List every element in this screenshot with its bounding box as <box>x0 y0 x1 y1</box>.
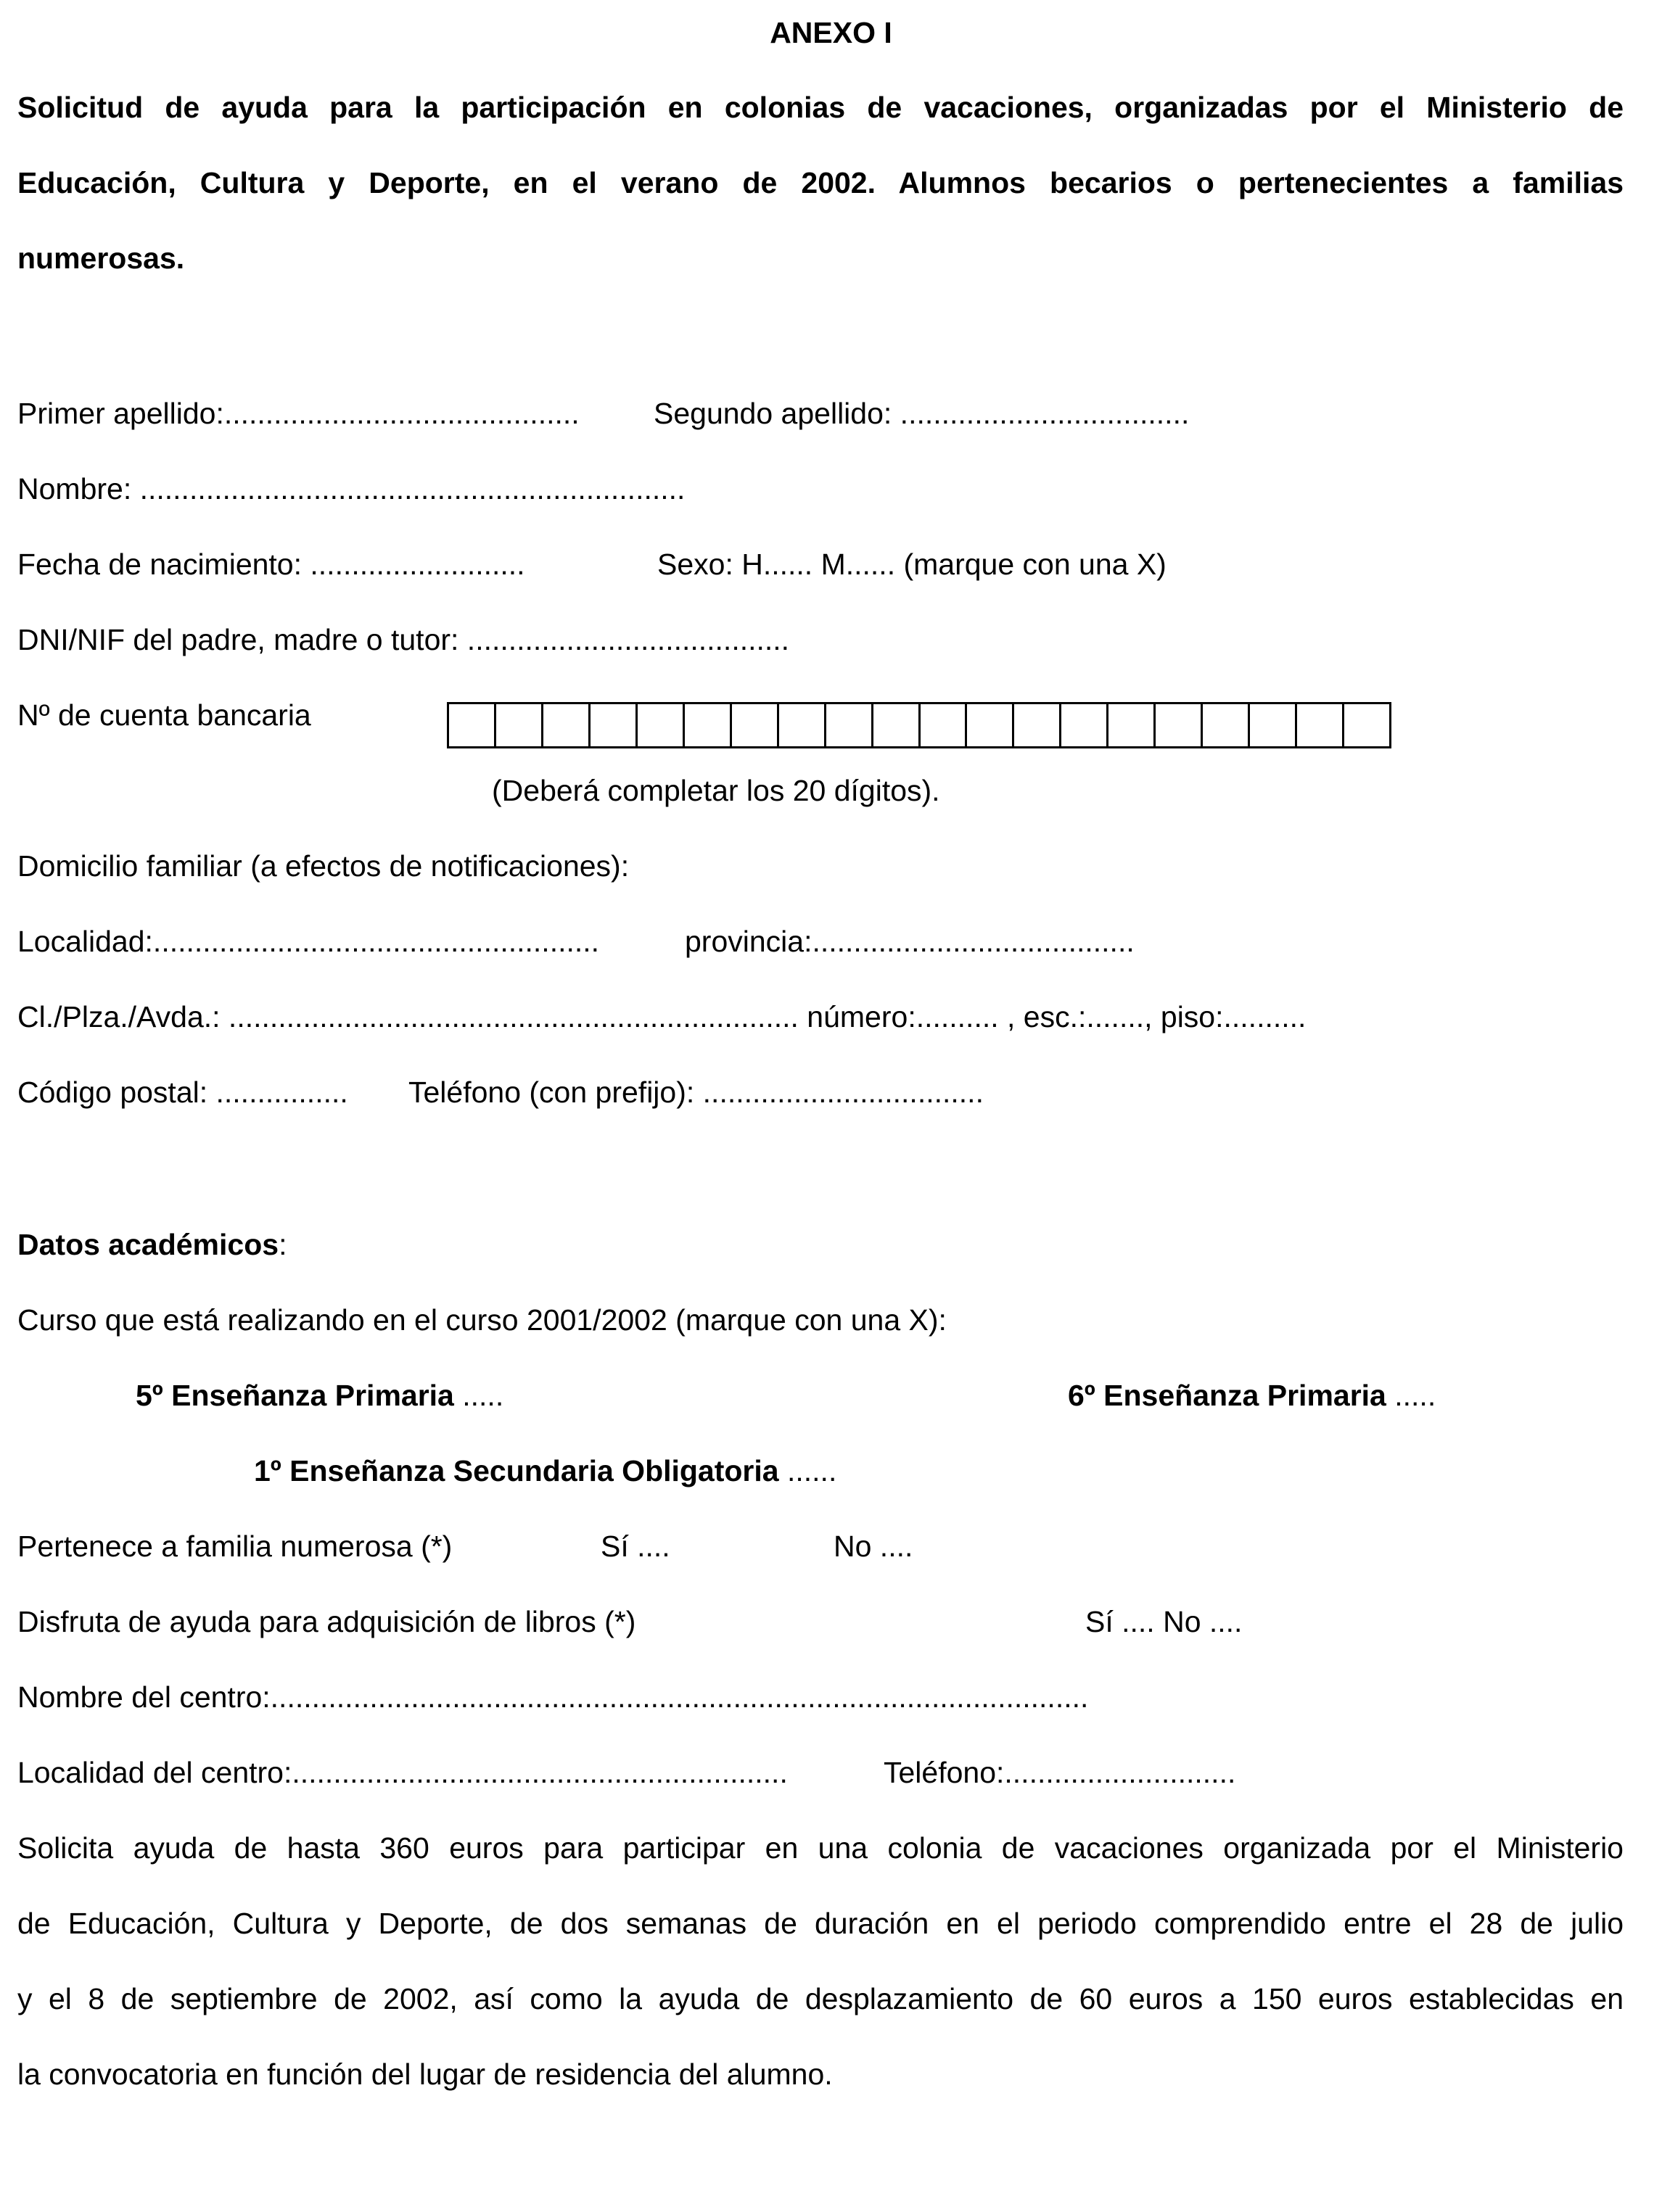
first-surname-field[interactable]: Primer apellido:........................................... <box>17 397 580 430</box>
option-6-dots: ..... <box>1386 1379 1436 1412</box>
bank-digit-box[interactable] <box>449 704 496 746</box>
option-6-primaria[interactable] <box>1068 1381 1436 1411</box>
bank-digit-box[interactable] <box>1108 704 1156 746</box>
locality-field[interactable]: Localidad:...................................................... <box>17 925 600 958</box>
request-line-3: y el 8 de septiembre de 2002, así como la ayuda de desplazamiento de 60 euros a 150 euros establecidas en <box>17 1982 1624 2015</box>
bank-digit-box[interactable] <box>967 704 1014 746</box>
option-1-eso[interactable] <box>254 1456 836 1486</box>
bank-digit-box[interactable] <box>921 704 968 746</box>
bank-digit-box[interactable] <box>685 704 732 746</box>
bank-digit-box[interactable] <box>732 704 779 746</box>
bank-digit-box[interactable] <box>638 704 685 746</box>
option-5-dots: ..... <box>453 1379 504 1412</box>
street-field[interactable]: Cl./Plza./Avda.: ..................................................................... número:.......... , esc.:......., piso:.......... <box>17 1000 1307 1033</box>
course-question: Curso que está realizando en el curso 2001/2002 (marque con una X): <box>17 1303 947 1337</box>
option-eso-label: 1º Enseñanza Secundaria Obligatoria <box>254 1454 779 1487</box>
option-eso-dots: ...... <box>778 1454 837 1487</box>
academic-heading-text: Datos académicos <box>17 1228 279 1261</box>
bank-digit-box[interactable] <box>1344 704 1389 746</box>
bank-digit-box[interactable] <box>591 704 638 746</box>
request-line-1: Solicita ayuda de hasta 360 euros para participar en una colonia de vacaciones organizada por el Ministerio <box>17 1831 1624 1865</box>
form-title-line-1: Solicitud de ayuda para la participación en colonias de vacaciones, organizadas por el Ministerio de <box>17 91 1624 124</box>
request-line-4: la convocatoria en función del lugar de residencia del alumno. <box>17 2058 833 2091</box>
request-line-2: de Educación, Cultura y Deporte, de dos semanas de duración en el periodo comprendido entre el 28 de julio <box>17 1907 1624 1940</box>
address-heading: Domicilio familiar (a efectos de notificaciones): <box>17 849 630 883</box>
birth-date-field[interactable]: Fecha de nacimiento: .......................... <box>17 548 525 581</box>
large-family-label: Pertenece a familia numerosa (*) <box>17 1530 453 1563</box>
bank-digit-box[interactable] <box>779 704 826 746</box>
bank-account-digit-boxes[interactable] <box>447 702 1391 748</box>
postal-code-field[interactable]: Código postal: ................ <box>17 1076 348 1109</box>
books-aid-label: Disfruta de ayuda para adquisición de libros (*) <box>17 1605 636 1638</box>
second-surname-field[interactable]: Segundo apellido: ................................... <box>654 397 1190 430</box>
large-family-yes[interactable]: Sí .... <box>601 1530 670 1563</box>
option-5-label: 5º Enseñanza Primaria <box>136 1379 454 1412</box>
form-title-line-3: numerosas. <box>17 242 185 275</box>
bank-account-label: Nº de cuenta bancaria <box>17 698 311 732</box>
bank-account-note: (Deberá completar los 20 dígitos). <box>492 774 940 807</box>
annex-title: ANEXO I <box>770 16 892 49</box>
school-phone-field[interactable]: Teléfono:............................ <box>884 1756 1236 1789</box>
name-field[interactable]: Nombre: .................................................................. <box>17 472 686 505</box>
option-5-primaria[interactable] <box>136 1381 503 1411</box>
bank-digit-box[interactable] <box>1297 704 1344 746</box>
bank-digit-box[interactable] <box>826 704 873 746</box>
school-name-field[interactable]: Nombre del centro:................................................................................................... <box>17 1680 1089 1714</box>
bank-digit-box[interactable] <box>873 704 921 746</box>
option-6-label: 6º Enseñanza Primaria <box>1068 1379 1386 1412</box>
bank-digit-box[interactable] <box>1156 704 1203 746</box>
bank-digit-box[interactable] <box>496 704 543 746</box>
books-aid-yes-no[interactable]: Sí .... No .... <box>1085 1605 1243 1638</box>
academic-heading <box>17 1230 287 1260</box>
bank-digit-box[interactable] <box>1250 704 1297 746</box>
phone-field[interactable]: Teléfono (con prefijo): .................................. <box>408 1076 984 1109</box>
form-title-line-2: Educación, Cultura y Deporte, en el verano de 2002. Alumnos becarios o pertenecientes a familias <box>17 166 1624 199</box>
bank-digit-box[interactable] <box>1061 704 1108 746</box>
academic-heading-colon: : <box>279 1228 287 1261</box>
school-locality-field[interactable]: Localidad del centro:............................................................ <box>17 1756 788 1789</box>
bank-digit-box[interactable] <box>1203 704 1250 746</box>
province-field[interactable]: provincia:....................................... <box>685 925 1135 958</box>
bank-digit-box[interactable] <box>1014 704 1061 746</box>
parent-dni-field[interactable]: DNI/NIF del padre, madre o tutor: ....................................... <box>17 623 790 656</box>
large-family-no[interactable]: No .... <box>834 1530 913 1563</box>
bank-digit-box[interactable] <box>543 704 591 746</box>
sex-field[interactable]: Sexo: H...... M...... (marque con una X) <box>657 548 1167 581</box>
